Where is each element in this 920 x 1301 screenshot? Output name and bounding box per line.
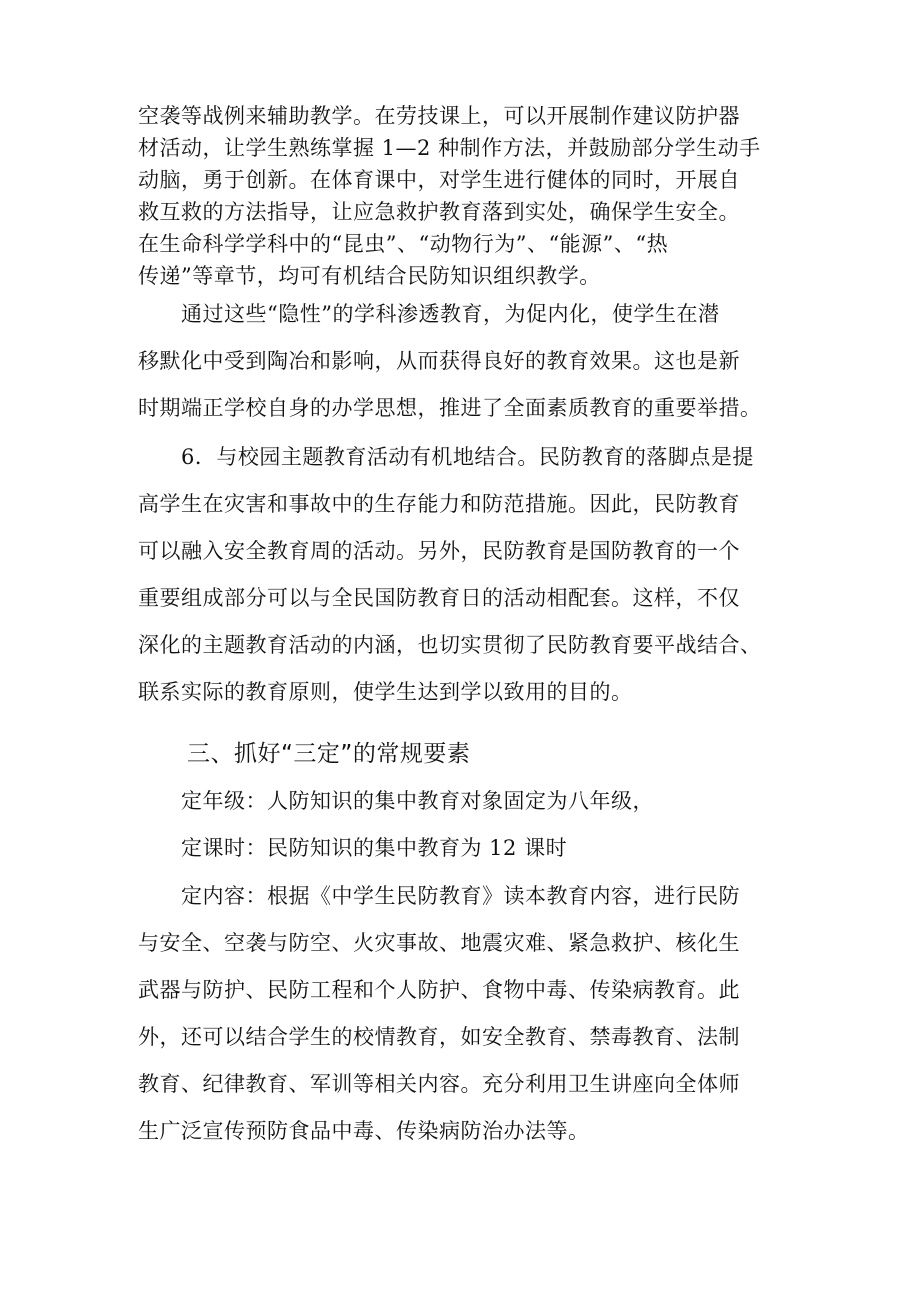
item-fixed-content: 定内容：根据《中学生民防教育》读本教育内容，进行民防 与安全、空袭与防空、火灾事故、地震灾难、紧急救护、核化生 武器与防护、民防工程和个人防护、食物中毒、传染病教育。此 外，还可以结合学生的校情教育，如安全教育、禁毒教育、法制 教育、纪律教育、军训等相关内容。充分利用卫生讲座向全体师 生广泛宣传预防食品中毒、传染病防治办法等。 — [138, 884, 740, 1143]
paragraph-subject-teaching: 空袭等战例来辅助教学。在劳技课上，可以开展制作建议防护器 材活动，让学生熟练掌握 1—2 种制作方法，并鼓励部分学生动手 动脑，勇于创新。在体育课中，对学生进行健体的同时，开展自 救互救的方法指导，让应急救护教育落到实处，确保学生安全。 在生命科学学科中的“昆虫”、“动物行为”、“能源”、“热 传递”等章节，均可有机结合民防知识组织教学。 — [138, 104, 761, 288]
section-heading: 三、抓好“三定”的常规要素 — [187, 741, 471, 767]
item-fixed-grade: 定年级：人防知识的集中教育对象固定为八年级， — [138, 789, 654, 813]
paragraph-hidden-education: 通过这些“隐性”的学科渗透教育，为促内化，使学生在潜 移默化中受到陶冶和影响，从而获得良好的教育效果。这也是新 时期端正学校自身的办学思想，推进了全面素质教育的重要举措。 — [138, 302, 762, 420]
paragraph-campus-theme-activities: 6．与校园主题教育活动有机地结合。民防教育的落脚点是提 高学生在灾害和事故中的生存能力和防范措施。因此，民防教育 可以融入安全教育周的活动。另外，民防教育是国防教育的一个 重要组成部分可以与全民国防教育日的活动相配套。这样，不仅 深化的主题教育活动的内涵，也切实贯彻了民防教育要平战结合、 联系实际的教育原则，使学生达到学以致用的目的。 — [138, 445, 762, 704]
item-fixed-hours: 定课时：民防知识的集中教育为 12 课时 — [138, 836, 568, 860]
